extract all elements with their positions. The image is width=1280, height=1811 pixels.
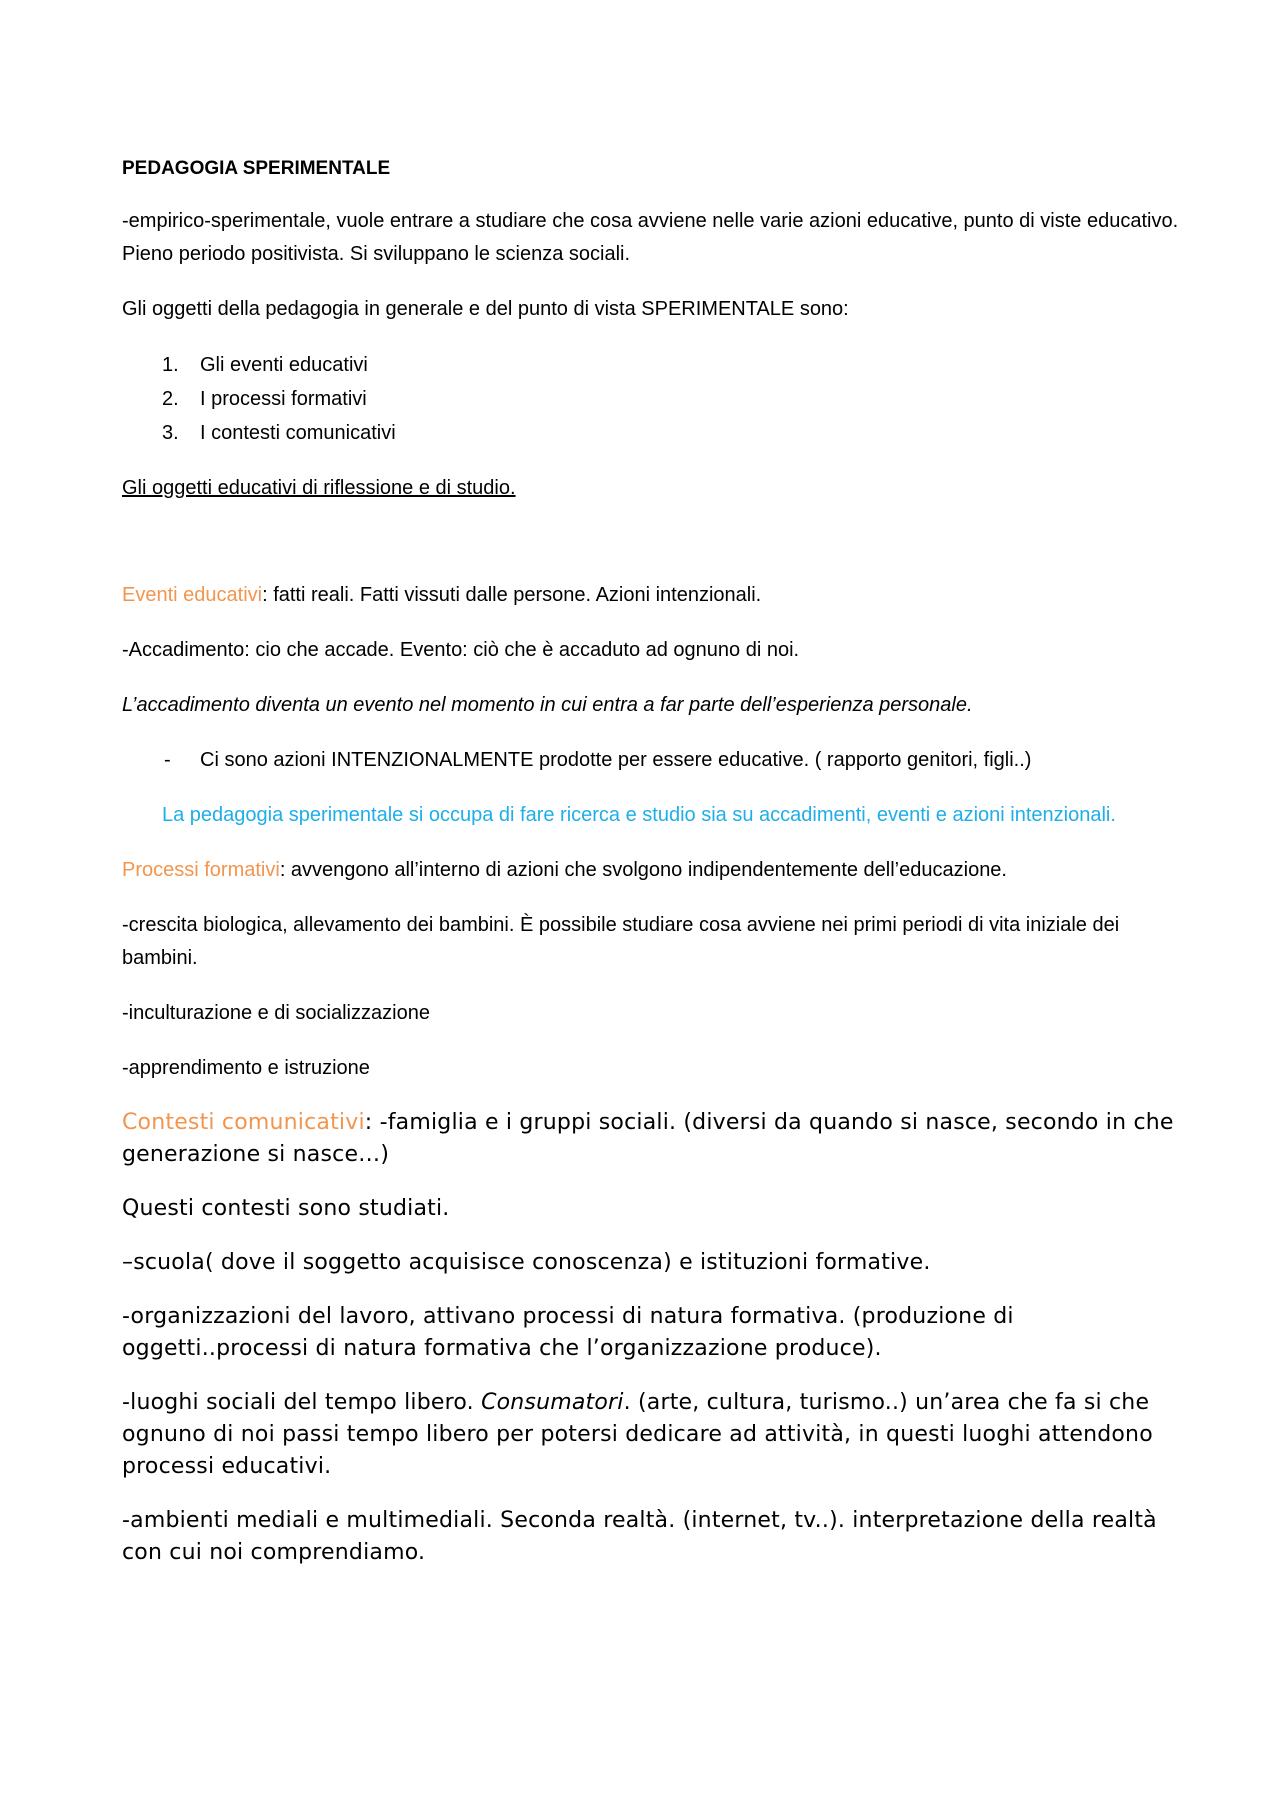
contesti-studiati-paragraph: Questi contesti sono studiati. — [122, 1196, 450, 1221]
luoghi-text-end: . (arte, cultura, turismo..) un’area che fa si che ognuno di noi passi tempo libero per potersi dedicare ad attività, in questi luoghi attendono processi educativi. — [122, 1390, 1153, 1479]
bullet-text: Ci sono azioni INTENZIONALMENTE prodotte per essere educative. ( rapporto genitori, figli..) — [200, 749, 1032, 771]
eventi-label: Eventi educativi — [122, 584, 263, 606]
blue-note-paragraph: La pedagogia sperimentale si occupa di fare ricerca e studio sia su accadimenti, eventi e azioni intenzionali. — [162, 804, 1116, 826]
processi-paragraph — [122, 854, 1182, 887]
list-number: 1. — [162, 354, 179, 376]
objects-list — [122, 348, 1182, 450]
contesti-paragraph — [122, 1107, 1182, 1171]
contesti-text: : -famiglia e i gruppi sociali. (diversi da quando si nasce, secondo in che generazione si nasce…) — [122, 1110, 1174, 1167]
list-item — [122, 382, 1182, 416]
eventi-paragraph — [122, 579, 1182, 612]
spacer — [122, 527, 1182, 579]
processi-text: : avvengono all’interno di azioni che svolgono indipendentemente dell’educazione. — [279, 859, 1007, 881]
italic-paragraph: L’accadimento diventa un evento nel momento in cui entra a far parte dell’esperienza personale. — [122, 694, 973, 716]
objects-paragraph: Gli oggetti della pedagogia in generale e del punto di vista SPERIMENTALE sono: — [122, 298, 849, 320]
list-text: I contesti comunicativi — [200, 422, 396, 444]
intro-paragraph: -empirico-sperimentale, vuole entrare a studiare che cosa avviene nelle varie azioni educative, punto di viste educativo. Pieno periodo positivista. Si sviluppano le scienza sociali. — [122, 210, 1179, 265]
document-body — [122, 152, 1182, 1591]
contesti-label: Contesti comunicativi — [122, 1110, 365, 1135]
list-item — [122, 348, 1182, 382]
list-text: I processi formativi — [200, 388, 367, 410]
document-title: PEDAGOGIA SPERIMENTALE — [122, 158, 391, 179]
scuola-paragraph: –scuola( dove il soggetto acquisisce conoscenza) e istituzioni formative. — [122, 1250, 931, 1275]
apprendimento-paragraph: -apprendimento e istruzione — [122, 1057, 370, 1079]
luoghi-paragraph — [122, 1387, 1182, 1483]
underlined-heading: Gli oggetti educativi di riflessione e di studio. — [122, 477, 516, 499]
organizzazioni-paragraph: -organizzazioni del lavoro, attivano processi di natura formativa. (produzione di oggetti..processi di natura formativa che l’organizzazione produce). — [122, 1304, 1014, 1361]
bullet-dash: - — [164, 749, 171, 771]
crescita-paragraph: -crescita biologica, allevamento dei bambini. È possibile studiare cosa avviene nei primi periodi di vita iniziale dei bambini. — [122, 914, 1120, 969]
eventi-text: : fatti reali. Fatti vissuti dalle persone. Azioni intenzionali. — [262, 584, 762, 606]
accadimento-paragraph: -Accadimento: cio che accade. Evento: ciò che è accaduto ad ognuno di noi. — [122, 639, 800, 661]
dash-bullet-item — [122, 744, 1182, 777]
list-number: 3. — [162, 422, 179, 444]
processi-label: Processi formativi — [122, 859, 280, 881]
luoghi-text-start: -luoghi sociali del tempo libero. — [122, 1390, 482, 1415]
ambienti-paragraph: -ambienti mediali e multimediali. Seconda realtà. (internet, tv..). interpretazione della realtà con cui noi comprendiamo. — [122, 1508, 1157, 1565]
list-item — [122, 416, 1182, 450]
consumatori-italic: Consumatori — [481, 1390, 624, 1415]
list-number: 2. — [162, 388, 179, 410]
list-text: Gli eventi educativi — [200, 354, 368, 376]
inculturazione-paragraph: -inculturazione e di socializzazione — [122, 1002, 430, 1024]
